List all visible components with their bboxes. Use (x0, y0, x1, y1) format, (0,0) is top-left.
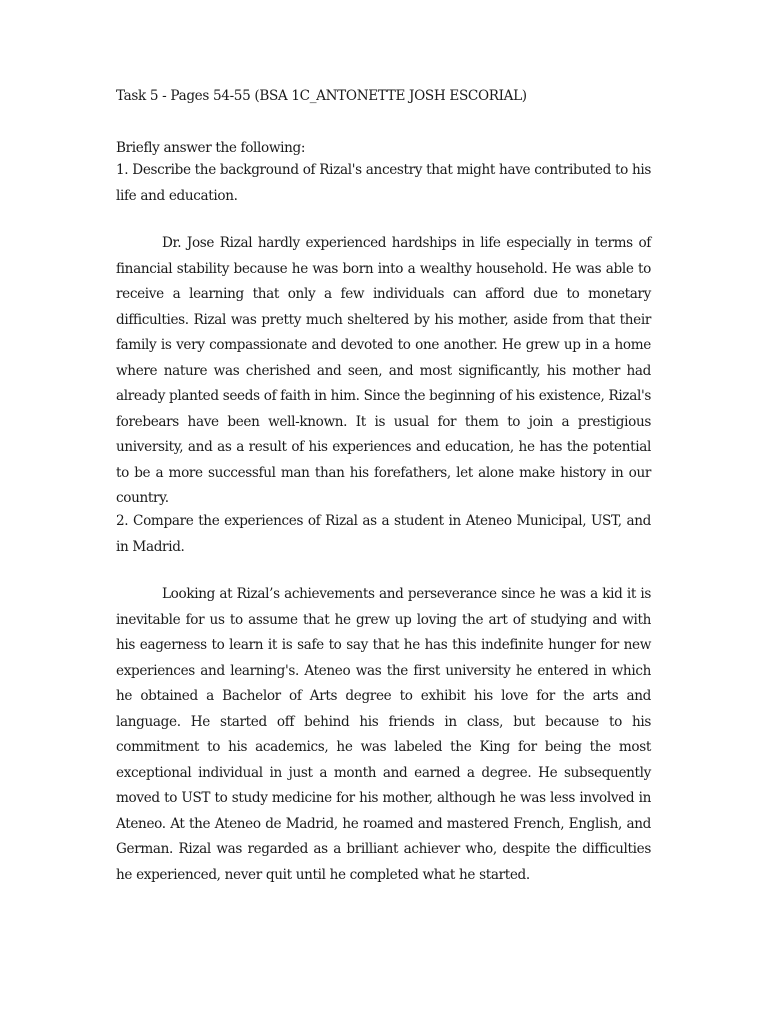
instruction-text: Briefly answer the following: (116, 140, 306, 156)
question-2: 2. Compare the experiences of Rizal as a student in Ateneo Municipal, UST, and in Madrid. (116, 513, 651, 555)
document-title: Task 5 - Pages 54-55 (BSA 1C_ANTONETTE JOSH ESCORIAL) (116, 88, 527, 104)
answer-2: Looking at Rizal’s achievements and perseverance since he was a kid it is inevitable for us to assume that he grew up loving the art of studying and with his eagerness to learn it is safe to say that he has this indefinite hunger for new experiences and learning's. Ateneo was the first university he entered in which he obtained a Bachelor of Arts degree to exhibit his love for the arts and language. He started off behind his friends in class, but because to his commitment to his academics, he was labeled the King for being the most exceptional individual in just a month and earned a degree. He subsequently moved to UST to study medicine for his mother, although he was less involved in Ateneo. At the Ateneo de Madrid, he roamed and mastered French, English, and German. Rizal was regarded as a brilliant achiever who, despite the difficulties he experienced, never quit until he completed what he started. (116, 586, 651, 883)
answer-1: Dr. Jose Rizal hardly experienced hardships in life especially in terms of financial stability because he was born into a wealthy household. He was able to receive a learning that only a few individuals can afford due to monetary difficulties. Rizal was pretty much sheltered by his mother, aside from that their family is very compassionate and devoted to one another. He grew up in a home where nature was cherished and seen, and most significantly, his mother had already planted seeds of faith in him. Since the beginning of his existence, Rizal's forebears have been well-known. It is usual for them to join a prestigious university, and as a result of his experiences and education, he has the potential to be a more successful man than his forefathers, let alone make history in our country. (116, 235, 651, 506)
question-1: 1. Describe the background of Rizal's ancestry that might have contributed to his life and education. (116, 162, 651, 204)
